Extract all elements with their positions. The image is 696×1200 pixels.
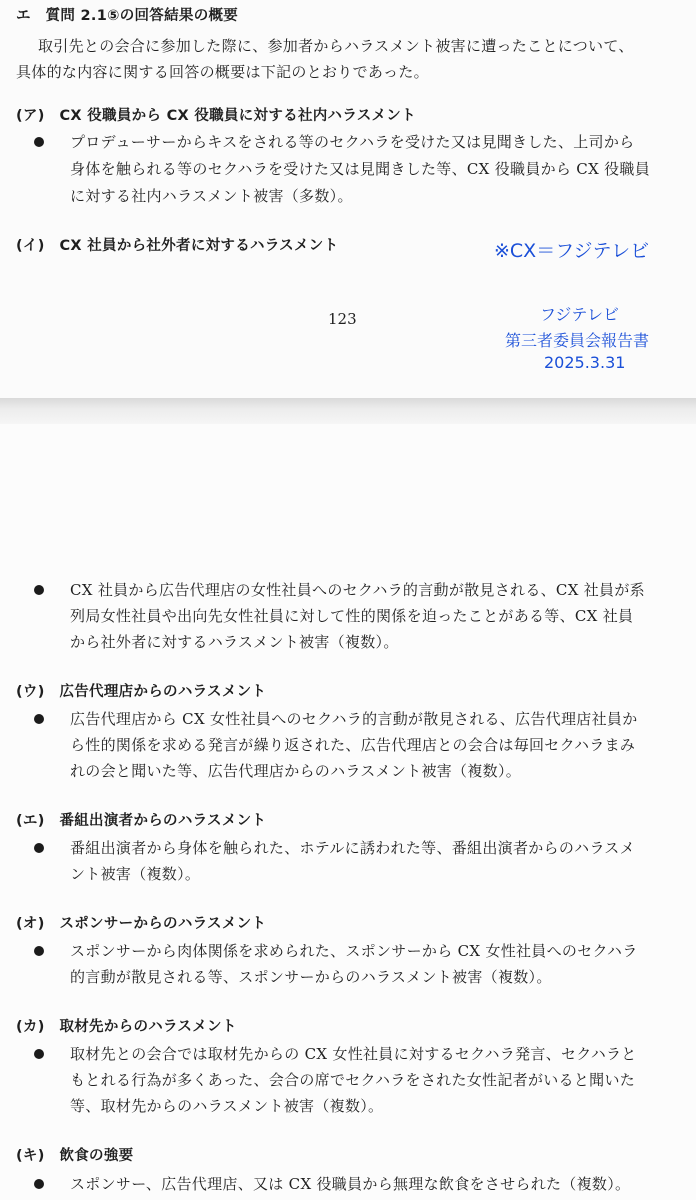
bullet-icon: [34, 946, 44, 956]
intro-line-1: 取引先との会合に参加した際に、参加者からハラスメント被害に遭ったことについて、: [38, 37, 634, 55]
bullet-icon: [34, 714, 44, 724]
bullet-i-line-1: CX 社員から広告代理店の女性社員へのセクハラ的言動が散見される、CX 社員が系: [70, 581, 645, 599]
bullet-a-line-1: プロデューサーからキスをされる等のセクハラを受けた又は見聞きした、上司から: [70, 133, 635, 151]
bullet-i-line-2: 列局女性社員や出向先女性社員に対して性的関係を迫ったことがある等、CX 社員: [70, 607, 634, 625]
heading-ka: (カ) 取材先からのハラスメント: [16, 1019, 237, 1035]
annotation-source-3: 2025.3.31: [544, 353, 626, 372]
bullet-ki-line-1: スポンサー、広告代理店、又は CX 役職員から無理な飲食をさせられた（複数）。: [70, 1175, 631, 1193]
heading-o: (オ) スポンサーからのハラスメント: [16, 916, 267, 932]
annotation-source-2: 第三者委員会報告書: [505, 331, 650, 350]
bullet-i-line-3: から社外者に対するハラスメント被害（複数）。: [70, 633, 399, 651]
bullet-e-line-2: ント被害（複数）。: [70, 865, 201, 883]
bullet-ka-line-3: 等、取材先からのハラスメント被害（複数）。: [70, 1097, 384, 1115]
bullet-ka-line-1: 取材先との会合では取材先からの CX 女性社員に対するセクハラ発言、セクハラと: [70, 1045, 637, 1063]
annotation-source-1: フジテレビ: [540, 305, 620, 324]
bullet-a-line-2: 身体を触られる等のセクハラを受けた又は見聞きした等、CX 役職員から CX 役職員: [70, 160, 651, 178]
bullet-ka-line-2: もとれる行為が多くあった、会合の席でセクハラをされた女性記者がいると聞いた: [70, 1071, 636, 1089]
bullet-icon: [34, 843, 44, 853]
bullet-o-line-1: スポンサーから肉体関係を求められた、スポンサーから CX 女性社員へのセクハラ: [70, 942, 638, 960]
bullet-u-line-1: 広告代理店から CX 女性社員へのセクハラ的言動が散見される、広告代理店社員か: [70, 710, 638, 728]
document-page-bottom: [0, 424, 696, 1200]
bullet-icon: [34, 1179, 44, 1189]
heading-e: (エ) 番組出演者からのハラスメント: [16, 813, 267, 829]
section-title: エ 質問 2.1⑤の回答結果の概要: [16, 8, 239, 24]
annotation-cx: ※CX＝フジテレビ: [494, 240, 650, 262]
page-number: 123: [328, 310, 357, 328]
bullet-a-line-3: に対する社内ハラスメント被害（多数）。: [70, 187, 353, 205]
heading-a: (ア) CX 役職員から CX 役職員に対する社内ハラスメント: [16, 108, 416, 124]
heading-ki: (キ) 飲食の強要: [16, 1148, 134, 1164]
bullet-icon: [34, 585, 44, 595]
bullet-icon: [34, 1049, 44, 1059]
heading-i: (イ) CX 社員から社外者に対するハラスメント: [16, 238, 339, 254]
page-divider: [0, 398, 696, 424]
intro-line-2: 具体的な内容に関する回答の概要は下記のとおりであった。: [16, 63, 429, 81]
bullet-icon: [34, 137, 44, 147]
bullet-u-line-3: れの会と聞いた等、広告代理店からのハラスメント被害（複数）。: [70, 762, 522, 780]
bullet-u-line-2: ら性的関係を求める発言が繰り返された、広告代理店との会合は毎回セクハラまみ: [70, 736, 636, 754]
bullet-e-line-1: 番組出演者から身体を触られた、ホテルに誘われた等、番組出演者からのハラスメ: [70, 839, 635, 857]
heading-u: (ウ) 広告代理店からのハラスメント: [16, 684, 267, 700]
bullet-o-line-2: 的言動が散見される等、スポンサーからのハラスメント被害（複数）。: [70, 968, 552, 986]
document-page-top: [0, 0, 696, 398]
